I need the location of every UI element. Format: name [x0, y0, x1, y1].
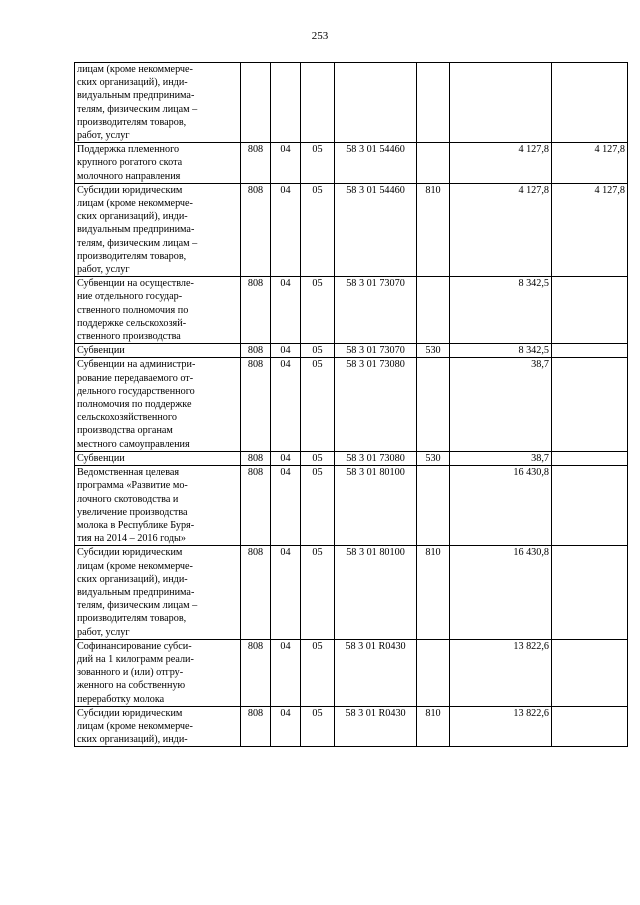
subsection-code-cell: 05 — [301, 706, 335, 747]
federal-amount-cell — [552, 451, 628, 465]
target-article-cell: 58 3 01 R0430 — [335, 706, 417, 747]
expense-type-cell — [417, 466, 450, 546]
federal-amount-cell — [552, 358, 628, 451]
admin-code-cell: 808 — [241, 706, 271, 747]
target-article-cell: 58 3 01 54460 — [335, 143, 417, 184]
item-name-cell — [75, 358, 241, 451]
item-name-line: полномочия по поддержке — [77, 399, 192, 411]
table-row — [75, 277, 628, 344]
subsection-code-cell: 05 — [301, 358, 335, 451]
item-name-cell — [75, 706, 241, 747]
item-name-line: Субсидии юридическим — [77, 184, 183, 196]
section-code-cell: 04 — [271, 546, 301, 639]
amount-cell: 13 822,6 — [450, 706, 552, 747]
item-name-line: Субсидии юридическим — [77, 707, 183, 719]
admin-code-cell: 808 — [241, 546, 271, 639]
admin-code-cell: 808 — [241, 358, 271, 451]
item-name-line: Субвенции — [77, 345, 125, 357]
item-name-line: ских организаций), инди- — [77, 211, 188, 223]
amount-cell: 8 342,5 — [450, 277, 552, 344]
federal-amount-cell — [552, 546, 628, 639]
admin-code-cell: 808 — [241, 639, 271, 706]
table-row — [75, 344, 628, 358]
section-code-cell: 04 — [271, 143, 301, 184]
table-row — [75, 183, 628, 276]
subsection-code-cell: 05 — [301, 466, 335, 546]
table-row — [75, 143, 628, 184]
target-article-cell: 58 3 01 73080 — [335, 451, 417, 465]
admin-code-cell: 808 — [241, 451, 271, 465]
item-name-line: тия на 2014 – 2016 годы» — [77, 533, 186, 545]
target-article-cell: 58 3 01 73080 — [335, 358, 417, 451]
item-name-line: ских организаций), инди- — [77, 77, 188, 89]
table-row — [75, 466, 628, 546]
table-row — [75, 706, 628, 747]
item-name-line: ственного полномочия по — [77, 304, 189, 316]
federal-amount-cell: 4 127,8 — [552, 183, 628, 276]
item-name-cell — [75, 466, 241, 546]
item-name-line: Поддержка племенного — [77, 144, 180, 156]
subsection-code-cell: 05 — [301, 143, 335, 184]
item-name-line: производителям товаров, — [77, 250, 187, 262]
section-code-cell: 04 — [271, 451, 301, 465]
item-name-line: работ, услуг — [77, 130, 130, 142]
item-name-line: видуальным предпринима- — [77, 224, 195, 236]
amount-cell: 8 342,5 — [450, 344, 552, 358]
item-name-cell — [75, 546, 241, 639]
item-name-line: увеличение производства — [77, 506, 188, 518]
item-name-line: местного самоуправления — [77, 438, 190, 450]
item-name-line: телям, физическим лицам – — [77, 600, 198, 612]
expense-type-cell: 530 — [417, 344, 450, 358]
item-name-line: Субвенции на осуществле- — [77, 278, 194, 290]
federal-amount-cell — [552, 466, 628, 546]
budget-table-body — [75, 63, 628, 747]
item-name-line: Софинансирование субси- — [77, 640, 192, 652]
amount-cell: 38,7 — [450, 451, 552, 465]
table-row — [75, 639, 628, 706]
budget-table — [74, 62, 628, 747]
item-name-line: лочного скотоводства и — [77, 493, 179, 505]
target-article-cell: 58 3 01 73070 — [335, 344, 417, 358]
target-article-cell: 58 3 01 73070 — [335, 277, 417, 344]
subsection-code-cell: 05 — [301, 639, 335, 706]
item-name-line: ние отдельного государ- — [77, 291, 183, 303]
federal-amount-cell — [552, 706, 628, 747]
item-name-line: крупного рогатого скота — [77, 157, 183, 169]
item-name-line: видуальным предпринима- — [77, 586, 195, 598]
amount-cell: 13 822,6 — [450, 639, 552, 706]
target-article-cell — [335, 63, 417, 143]
federal-amount-cell — [552, 639, 628, 706]
table-row — [75, 63, 628, 143]
expense-type-cell — [417, 63, 450, 143]
amount-cell — [450, 63, 552, 143]
item-name-cell — [75, 344, 241, 358]
item-name-line: видуальным предпринима- — [77, 90, 195, 102]
item-name-line: лицам (кроме некоммерче- — [77, 64, 193, 75]
admin-code-cell — [241, 63, 271, 143]
item-name-line: женного на собственную — [77, 680, 186, 692]
section-code-cell: 04 — [271, 639, 301, 706]
target-article-cell: 58 3 01 R0430 — [335, 639, 417, 706]
subsection-code-cell: 05 — [301, 183, 335, 276]
admin-code-cell: 808 — [241, 466, 271, 546]
target-article-cell: 58 3 01 80100 — [335, 546, 417, 639]
subsection-code-cell: 05 — [301, 277, 335, 344]
section-code-cell: 04 — [271, 358, 301, 451]
page-number: 253 — [311, 30, 329, 42]
item-name-line: рование передаваемого от- — [77, 372, 194, 384]
section-code-cell: 04 — [271, 706, 301, 747]
expense-type-cell — [417, 277, 450, 344]
item-name-line: работ, услуг — [77, 626, 130, 638]
item-name-cell — [75, 277, 241, 344]
table-row — [75, 451, 628, 465]
admin-code-cell: 808 — [241, 143, 271, 184]
amount-cell: 16 430,8 — [450, 546, 552, 639]
item-name-cell — [75, 63, 241, 143]
item-name-line: дий на 1 килограмм реали- — [77, 653, 194, 665]
amount-cell: 38,7 — [450, 358, 552, 451]
amount-cell: 4 127,8 — [450, 143, 552, 184]
item-name-line: телям, физическим лицам – — [77, 103, 198, 115]
item-name-line: программа «Развитие мо- — [77, 480, 188, 492]
federal-amount-cell — [552, 344, 628, 358]
item-name-line: сельскохозяйственного — [77, 412, 177, 424]
subsection-code-cell: 05 — [301, 451, 335, 465]
federal-amount-cell: 4 127,8 — [552, 143, 628, 184]
federal-amount-cell — [552, 277, 628, 344]
item-name-line: производителям товаров, — [77, 613, 187, 625]
admin-code-cell: 808 — [241, 344, 271, 358]
target-article-cell: 58 3 01 80100 — [335, 466, 417, 546]
expense-type-cell: 810 — [417, 546, 450, 639]
item-name-line: переработку молока — [77, 693, 165, 705]
item-name-line: Субсидии юридическим — [77, 547, 183, 559]
amount-cell: 4 127,8 — [450, 183, 552, 276]
table-row — [75, 358, 628, 451]
expense-type-cell — [417, 358, 450, 451]
expense-type-cell: 810 — [417, 706, 450, 747]
item-name-line: работ, услуг — [77, 264, 130, 276]
subsection-code-cell: 05 — [301, 546, 335, 639]
item-name-line: лицам (кроме некоммерче- — [77, 198, 193, 210]
admin-code-cell: 808 — [241, 277, 271, 344]
item-name-line: производителям товаров, — [77, 116, 187, 128]
item-name-cell — [75, 183, 241, 276]
section-code-cell: 04 — [271, 466, 301, 546]
amount-cell: 16 430,8 — [450, 466, 552, 546]
subsection-code-cell: 05 — [301, 344, 335, 358]
item-name-line: Ведомственная целевая — [77, 467, 180, 479]
item-name-line: зованного и (или) отгру- — [77, 667, 184, 679]
expense-type-cell: 810 — [417, 183, 450, 276]
item-name-line: Субвенции на администри- — [77, 359, 196, 371]
item-name-cell — [75, 639, 241, 706]
item-name-cell — [75, 143, 241, 184]
section-code-cell — [271, 63, 301, 143]
section-code-cell: 04 — [271, 183, 301, 276]
item-name-line: лицам (кроме некоммерче- — [77, 560, 193, 572]
section-code-cell: 04 — [271, 344, 301, 358]
item-name-cell — [75, 451, 241, 465]
expense-type-cell — [417, 639, 450, 706]
admin-code-cell: 808 — [241, 183, 271, 276]
table-row — [75, 546, 628, 639]
item-name-line: дельного государственного — [77, 385, 195, 397]
item-name-line: поддержке сельскохозяй- — [77, 317, 187, 329]
target-article-cell: 58 3 01 54460 — [335, 183, 417, 276]
item-name-line: молочного направления — [77, 170, 181, 182]
subsection-code-cell — [301, 63, 335, 143]
item-name-line: молока в Республике Буря- — [77, 519, 195, 531]
item-name-line: ственного производства — [77, 331, 181, 343]
expense-type-cell: 530 — [417, 451, 450, 465]
item-name-line: ских организаций), инди- — [77, 573, 188, 585]
section-code-cell: 04 — [271, 277, 301, 344]
item-name-line: Субвенции — [77, 452, 125, 464]
expense-type-cell — [417, 143, 450, 184]
item-name-line: производства органам — [77, 425, 173, 437]
item-name-line: ских организаций), инди- — [77, 734, 188, 746]
item-name-line: лицам (кроме некоммерче- — [77, 720, 193, 732]
item-name-line: телям, физическим лицам – — [77, 237, 198, 249]
federal-amount-cell — [552, 63, 628, 143]
